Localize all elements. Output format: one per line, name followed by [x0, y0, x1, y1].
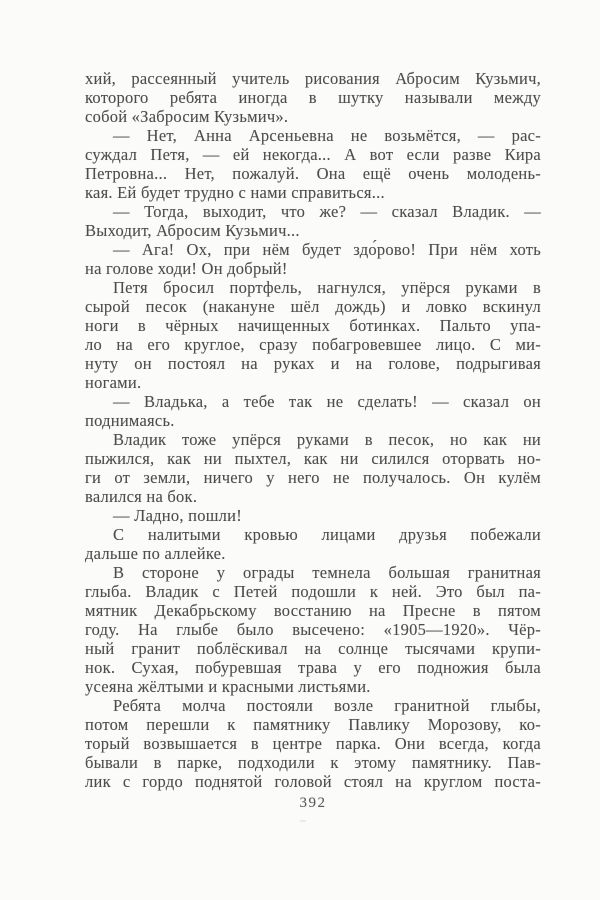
text-line: В стороне у ограды темнела большая гранитная	[113, 563, 541, 582]
text-line: нуту он постоял на руках и на голове, подрыгивая	[85, 354, 541, 373]
text-line: С налитыми кровью лицами друзья побежали	[113, 525, 541, 544]
text-line: году. На глыбе было высечено: «1905—1920». Чёр-	[85, 620, 541, 639]
text-line: нок. Сухая, побуревшая трава у его подножия была	[85, 658, 541, 677]
text-line: усеяна жёлтыми и красными листьями.	[85, 677, 371, 696]
text-line: мятник Декабрьскому восстанию на Пресне в пятом	[85, 601, 541, 620]
text-line: Ребята молча постояли возле гранитной глыбы,	[113, 696, 541, 715]
text-line: дальше по аллейке.	[85, 544, 226, 563]
scan-speck	[300, 820, 306, 822]
text-line: собой «Забросим Кузьмич».	[85, 107, 289, 126]
text-line: ноги в чёрных начищенных ботинках. Пальто упа-	[85, 316, 541, 335]
text-line: ги от земли, ничего у него не получалось. Он кулём	[85, 468, 541, 487]
text-line: торый возвышается в центре парка. Они всегда, когда	[85, 734, 541, 753]
text-line: — Владька, а тебе так не сделать! — сказал он	[113, 392, 541, 411]
text-line: ный гранит поблёскивал на солнце тысячами крупи-	[85, 639, 541, 658]
text-line: Владик тоже упёрся руками в песок, но как ни	[113, 430, 541, 449]
text-line: сырой песок (накануне шёл дождь) и ловко вскинул	[85, 297, 541, 316]
text-line: ло на его круглое, сразу побагровевшее лицо. С ми-	[85, 335, 541, 354]
text-line: — Тогда, выходит, что же? — сказал Владик. —	[113, 202, 541, 221]
text-line: которого ребята иногда в шутку называли между	[85, 88, 541, 107]
text-line: потом перешли к памятнику Павлику Морозову, ко-	[85, 715, 541, 734]
text-line: суждал Петя, — ей некогда... А вот если разве Кира	[85, 145, 541, 164]
text-line: хий, рассеянный учитель рисования Абросим Кузьмич,	[85, 69, 541, 88]
text-line: пыжился, как ни пыхтел, как ни силился оторвать но-	[85, 449, 541, 468]
text-line: на голове ходи! Он добрый!	[85, 259, 288, 278]
text-line: лик с гордо поднятой головой стоял на круглом поста-	[85, 772, 541, 791]
text-line: — Ага! Ох, при нём будет здо́рово! При нём хоть	[113, 240, 541, 259]
text-line: Выходит, Абросим Кузьмич...	[85, 221, 300, 240]
page-text-block	[85, 69, 541, 791]
page-number: 392	[299, 795, 327, 811]
text-line: Петя бросил портфель, нагнулся, упёрся руками в	[113, 278, 541, 297]
text-line: ногами.	[85, 373, 142, 392]
text-line: бывали в парке, подходили к этому памятнику. Пав-	[85, 753, 541, 772]
text-line: глыба. Владик с Петей подошли к ней. Это был па-	[85, 582, 541, 601]
text-line: Петровна... Нет, пожалуй. Она ещё очень молодень-	[85, 164, 541, 183]
text-line: — Ладно, пошли!	[113, 506, 242, 525]
text-line: валился на бок.	[85, 487, 198, 506]
text-line: кая. Ей будет трудно с нами справиться...	[85, 183, 385, 202]
text-line: поднимаясь.	[85, 411, 175, 430]
text-line: — Нет, Анна Арсеньевна не возьмётся, — рас-	[113, 126, 541, 145]
